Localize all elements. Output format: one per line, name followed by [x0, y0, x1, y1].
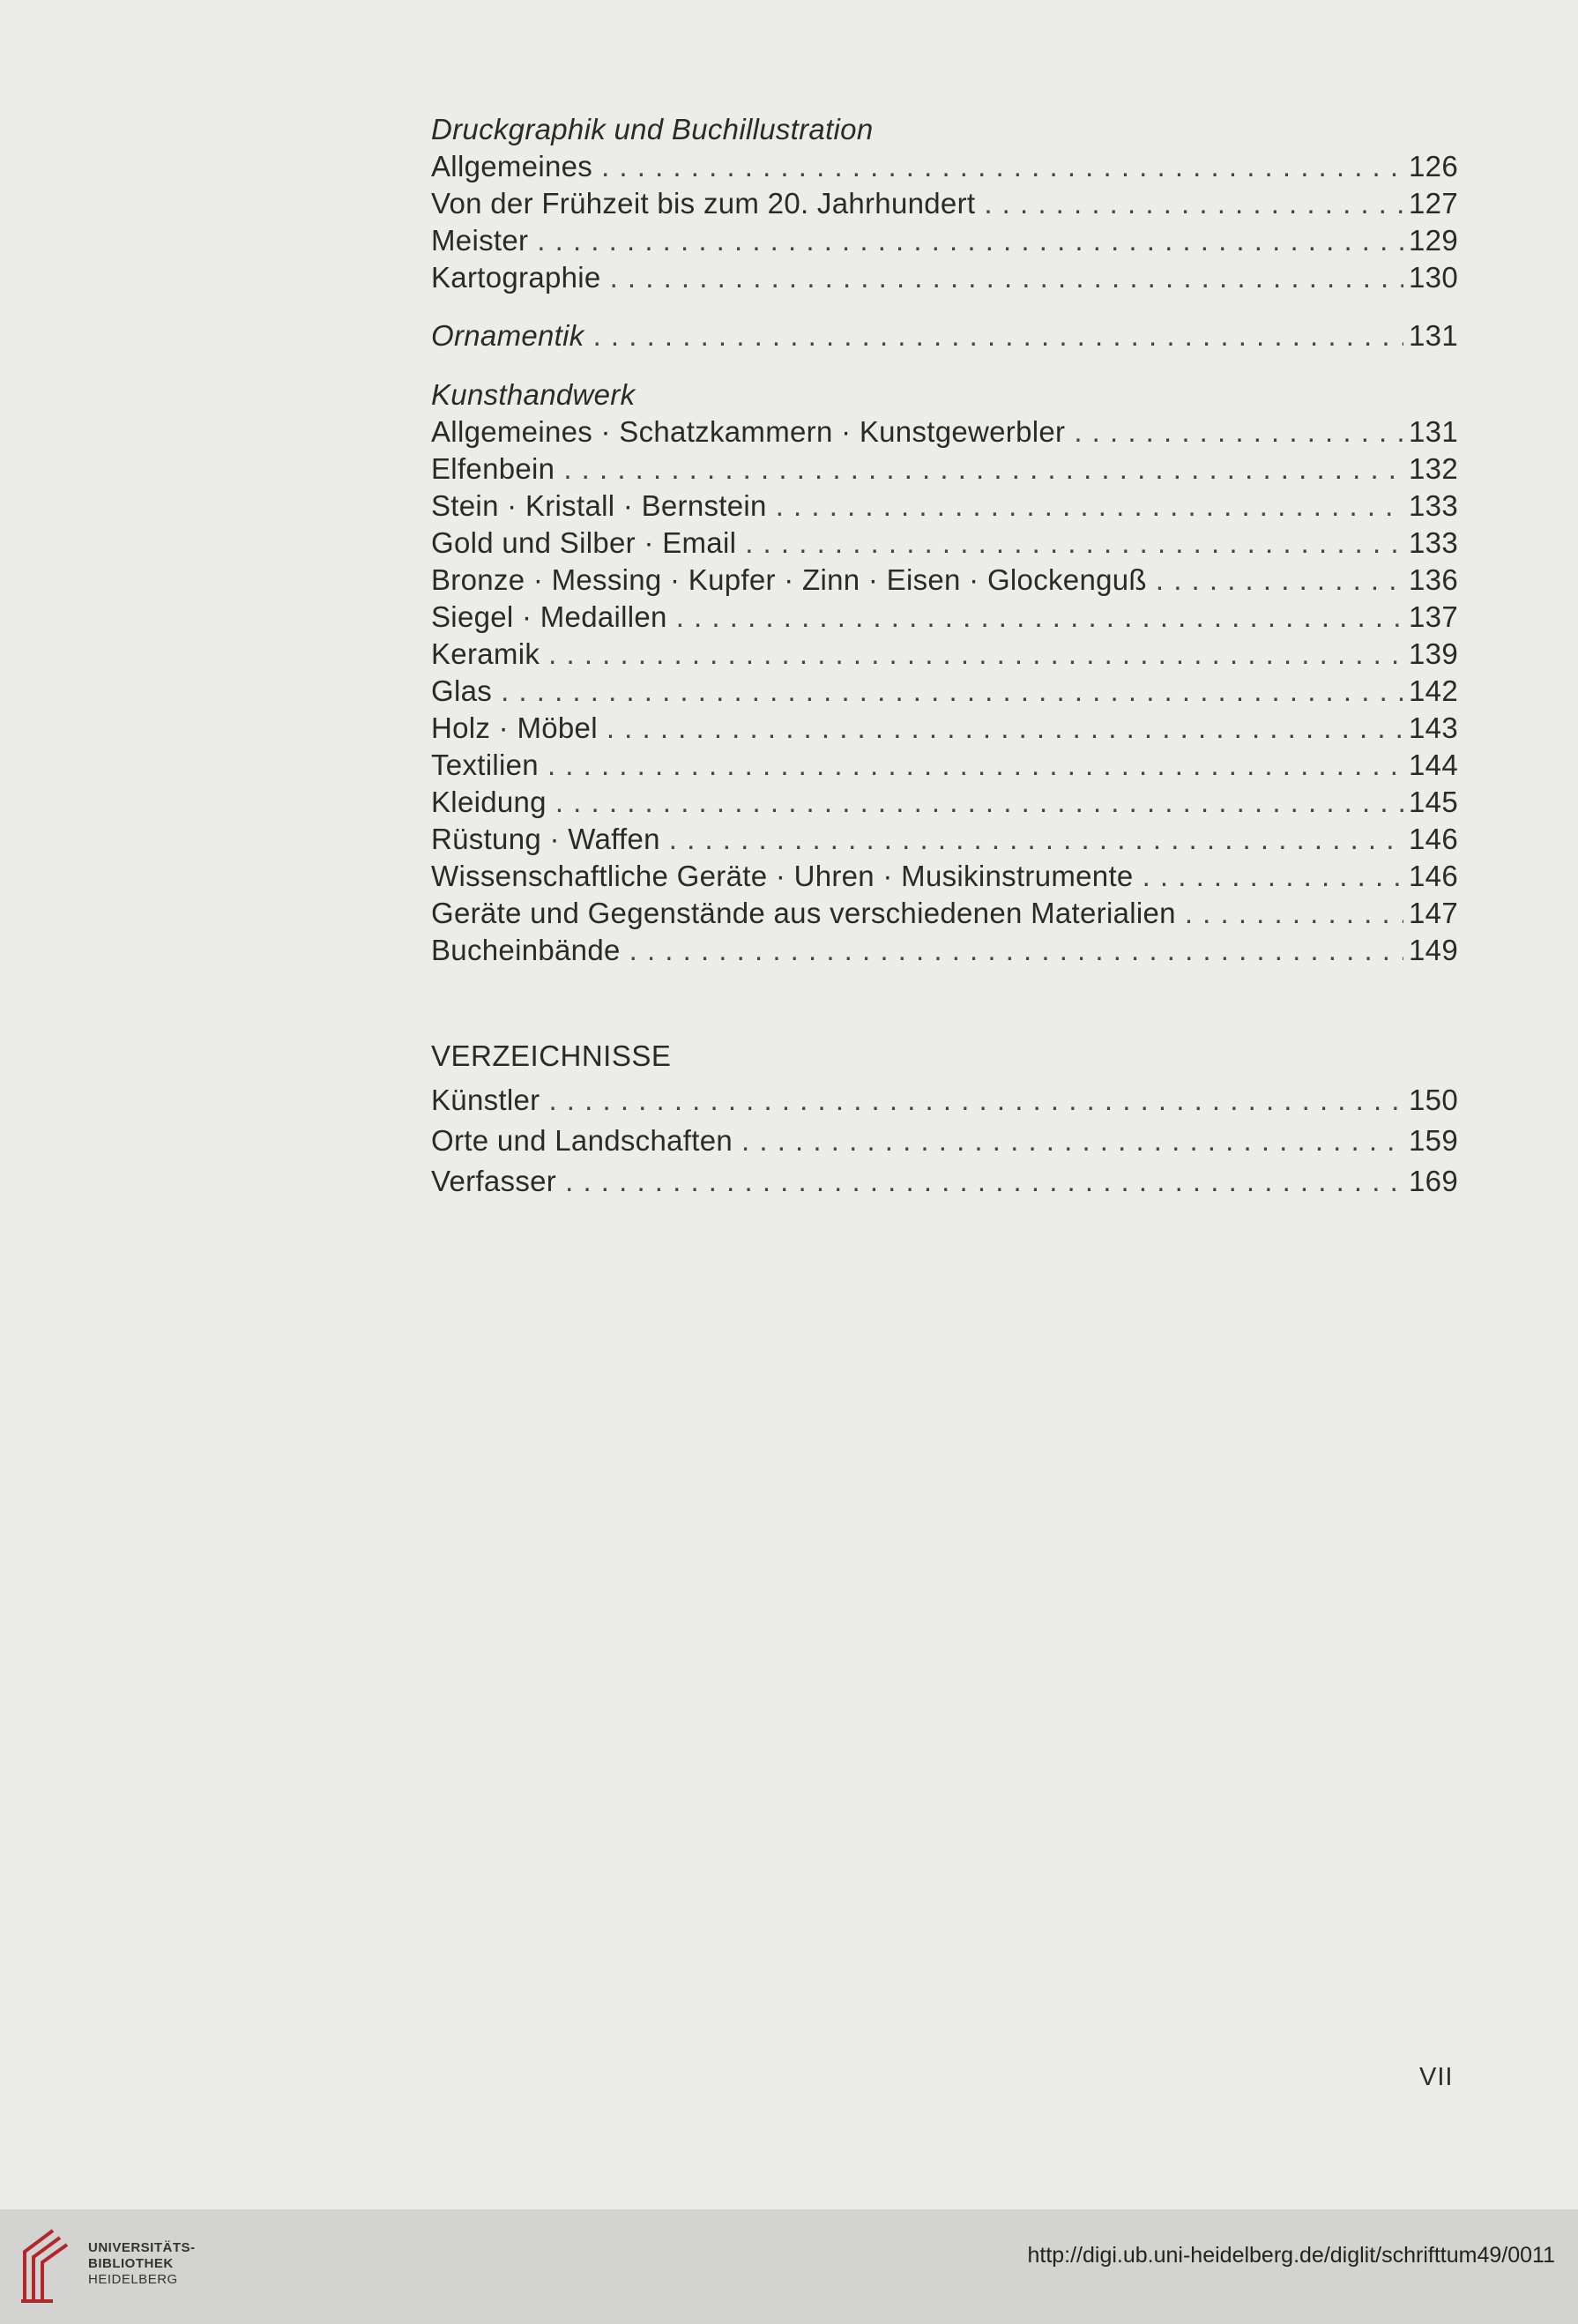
toc-entry[interactable] — [431, 451, 1458, 488]
section-title-ornamentik: Ornamentik — [431, 319, 584, 352]
toc-entry-page: 143 — [1409, 711, 1458, 744]
dot-leader — [563, 451, 1403, 488]
toc-entry-page: 131 — [1409, 415, 1458, 448]
toc-entry[interactable] — [431, 413, 1458, 451]
toc-entry-page: 139 — [1409, 637, 1458, 670]
dot-leader — [547, 747, 1403, 784]
dot-leader — [745, 525, 1403, 562]
toc-entry-page: 127 — [1409, 187, 1458, 220]
toc-entry[interactable] — [431, 562, 1458, 599]
toc-entry[interactable] — [431, 932, 1458, 969]
toc-entry[interactable] — [431, 821, 1458, 858]
spacer — [431, 296, 1458, 317]
toc-entry-page: 133 — [1409, 489, 1458, 522]
toc-entry[interactable] — [431, 1080, 1458, 1121]
section-title-druckgraphik: Druckgraphik und Buchillustration — [431, 113, 874, 145]
toc-entry-label: Orte und Landschaften — [431, 1124, 733, 1157]
dot-leader — [676, 599, 1403, 636]
dot-leader — [537, 222, 1403, 259]
dot-leader — [629, 932, 1403, 969]
dot-leader — [776, 488, 1403, 525]
toc-entry-label: Künstler — [431, 1084, 540, 1116]
dot-leader — [610, 259, 1403, 296]
toc-entry-page: 129 — [1409, 224, 1458, 257]
toc-entry-page: 137 — [1409, 600, 1458, 633]
toc-entry-label: Meister — [431, 224, 529, 257]
dot-leader — [501, 673, 1403, 710]
toc-entry-page: 136 — [1409, 563, 1458, 596]
dot-leader — [607, 710, 1403, 747]
toc-entry-label: Wissenschaftliche Geräte · Uhren · Musikinstrumente — [431, 860, 1134, 892]
toc-entry-page: 142 — [1409, 674, 1458, 707]
spacer — [431, 969, 1458, 1038]
toc-entry-label: Gold und Silber · Email — [431, 526, 737, 559]
toc-entry-label: Elfenbein — [431, 452, 555, 485]
toc-entry-page: 145 — [1409, 786, 1458, 818]
toc-entry[interactable] — [431, 858, 1458, 895]
toc-entry-label: Siegel · Medaillen — [431, 600, 667, 633]
toc-entry-page: 126 — [1409, 150, 1458, 182]
table-of-contents — [431, 111, 1458, 1202]
dot-leader — [548, 636, 1403, 673]
toc-entry[interactable] — [431, 747, 1458, 784]
dot-leader — [565, 1161, 1403, 1202]
toc-entry-page: 133 — [1409, 526, 1458, 559]
dot-leader — [984, 185, 1403, 222]
toc-entry[interactable] — [431, 710, 1458, 747]
toc-entry-page: 132 — [1409, 452, 1458, 485]
toc-entry[interactable] — [431, 599, 1458, 636]
toc-entry[interactable] — [431, 185, 1458, 222]
toc-entry-page: 131 — [1409, 319, 1458, 352]
toc-entry-label: Glas — [431, 674, 493, 707]
toc-entry-label: Rüstung · Waffen — [431, 823, 660, 855]
toc-entry[interactable] — [431, 525, 1458, 562]
toc-entry-ornamentik[interactable] — [431, 317, 1458, 354]
dot-leader — [548, 1080, 1403, 1121]
toc-entry-label: Verfasser — [431, 1165, 557, 1197]
viewer-footer — [0, 2209, 1578, 2324]
toc-entry-label: Kleidung — [431, 786, 547, 818]
toc-entry-page: 169 — [1409, 1165, 1458, 1197]
toc-entry-label: Stein · Kristall · Bernstein — [431, 489, 767, 522]
spacer — [431, 354, 1458, 376]
dot-leader — [1074, 413, 1403, 451]
toc-entry[interactable] — [431, 259, 1458, 296]
toc-entry[interactable] — [431, 673, 1458, 710]
toc-entry[interactable] — [431, 488, 1458, 525]
toc-entry-label: Allgemeines — [431, 150, 593, 182]
dot-leader — [1185, 895, 1403, 932]
section-title-verzeichnisse: VERZEICHNISSE — [431, 1039, 672, 1072]
toc-entry-label: Bucheinbände — [431, 934, 621, 966]
toc-entry-page: 130 — [1409, 261, 1458, 294]
toc-entry[interactable] — [431, 636, 1458, 673]
toc-entry[interactable] — [431, 1161, 1458, 1202]
toc-entry[interactable] — [431, 895, 1458, 932]
page-folio: VII — [1419, 2063, 1454, 2091]
dot-leader — [1143, 858, 1403, 895]
toc-entry-label: Textilien — [431, 749, 539, 781]
logo-line-1: UNIVERSITÄTS- — [88, 2240, 196, 2255]
toc-entry-page: 147 — [1409, 897, 1458, 929]
toc-entry[interactable] — [431, 148, 1458, 185]
toc-entry-label: Keramik — [431, 637, 540, 670]
toc-entry-page: 159 — [1409, 1124, 1458, 1157]
toc-entry-label: Holz · Möbel — [431, 711, 598, 744]
dot-leader — [1156, 562, 1403, 599]
toc-entry-page: 150 — [1409, 1084, 1458, 1116]
toc-entry-label: Geräte und Gegenstände aus verschiedenen Materialien — [431, 897, 1176, 929]
toc-entry-page: 149 — [1409, 934, 1458, 966]
toc-entry-page: 146 — [1409, 860, 1458, 892]
logo-line-3: HEIDELBERG — [88, 2272, 178, 2287]
toc-entry[interactable] — [431, 784, 1458, 821]
toc-entry-page: 144 — [1409, 749, 1458, 781]
dot-leader — [593, 317, 1403, 354]
toc-entry[interactable] — [431, 1121, 1458, 1161]
logo-line-2: BIBLIOTHEK — [88, 2256, 174, 2271]
dot-leader — [669, 821, 1403, 858]
toc-entry-label: Bronze · Messing · Kupfer · Zinn · Eisen · Glockenguß — [431, 563, 1147, 596]
dot-leader — [601, 148, 1403, 185]
toc-entry[interactable] — [431, 222, 1458, 259]
library-logo-text — [88, 2240, 196, 2288]
section-title-kunsthandwerk: Kunsthandwerk — [431, 378, 636, 411]
toc-entry-label: Allgemeines · Schatzkammern · Kunstgewerbler — [431, 415, 1066, 448]
dot-leader — [741, 1121, 1403, 1161]
toc-entry-label: Kartographie — [431, 261, 601, 294]
permalink-url[interactable]: http://digi.ub.uni-heidelberg.de/diglit/schrifttum49/0011 — [1027, 2243, 1555, 2268]
toc-entry-label: Von der Frühzeit bis zum 20. Jahrhundert — [431, 187, 976, 220]
library-logo-icon[interactable] — [18, 2225, 79, 2305]
dot-leader — [555, 784, 1403, 821]
toc-entry-page: 146 — [1409, 823, 1458, 855]
